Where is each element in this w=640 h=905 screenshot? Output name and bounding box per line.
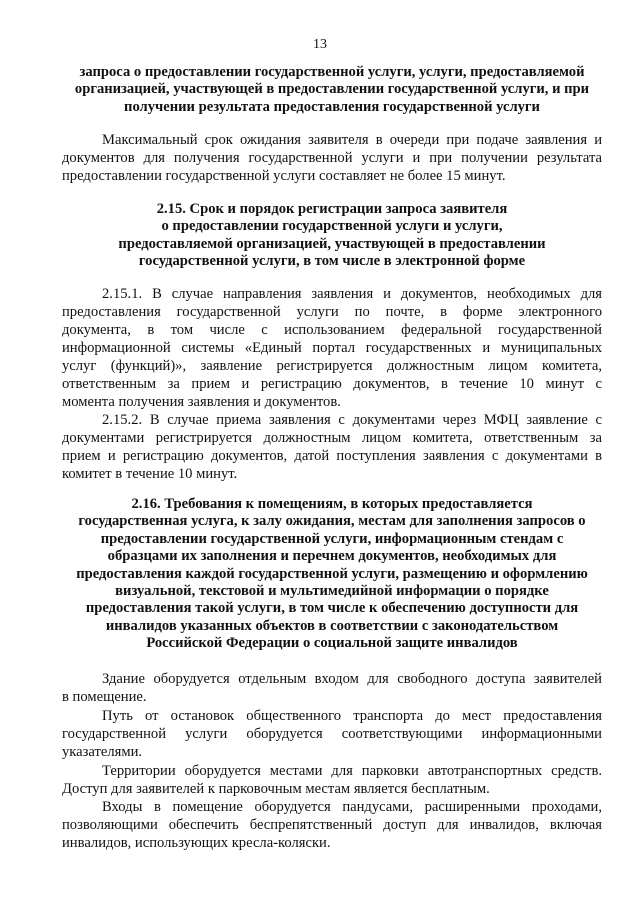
paragraph-line: инвалидов, использующих кресла-коляски. xyxy=(62,835,331,851)
section-heading-2-16 xyxy=(62,496,602,653)
heading-line: предоставления каждой государственной услуги, размещению и оформлению xyxy=(76,565,588,582)
heading-line: 2.16. Требования к помещениям, в которых предоставляется xyxy=(131,496,533,512)
heading-line: инвалидов указанных объектов в соответствии с законодательством xyxy=(105,617,559,634)
heading-line: визуальной, текстовой и мультимедийной информации о порядке xyxy=(115,583,549,600)
heading-line: Российской Федерации о социальной защите инвалидов xyxy=(146,635,518,652)
paragraph-line: информационной системы «Единый портал государственных и муниципальных xyxy=(62,340,602,356)
paragraph-line: Максимальный срок ожидания заявителя в очереди при подаче заявления и xyxy=(102,132,602,148)
paragraph-entrances-ramps xyxy=(62,798,602,852)
paragraph-line: ответственным за прием и регистрацию документов, в течение 10 минут с xyxy=(62,376,602,392)
heading-line: получении результата предоставления государственной услуги xyxy=(124,98,540,115)
paragraph-line: прием и регистрацию документов, датой поступления заявления с документами в xyxy=(62,448,602,464)
heading-line: государственная услуга, к залу ожидания, местам для заполнения запросов о xyxy=(78,513,586,530)
paragraph-line: предоставлении государственной услуги составляет не более 15 минут. xyxy=(62,168,506,184)
heading-line: 2.15. Срок и порядок регистрации запроса заявителя xyxy=(156,201,508,217)
paragraph-max-wait-time xyxy=(62,131,602,185)
paragraph-line: 2.15.1. В случае направления заявления и документов, необходимых для xyxy=(102,286,602,302)
heading-line: предоставления такой услуги, в том числе к обеспечению доступности для xyxy=(85,600,579,617)
page-number: 13 xyxy=(313,37,327,52)
paragraph-2-15-1 xyxy=(62,285,602,411)
paragraph-line: Путь от остановок общественного транспорта до мест предоставления xyxy=(102,708,602,724)
paragraph-line: указателями. xyxy=(62,744,143,760)
paragraph-line: 2.15.2. В случае приема заявления с документами через МФЦ заявление с xyxy=(102,412,602,428)
heading-line: предоставляемой организацией, участвующей в предоставлении xyxy=(118,235,546,252)
paragraph-line: комитет в течение 10 минут. xyxy=(62,466,238,482)
heading-line: государственной услуги, в том числе в электронной форме xyxy=(138,253,526,270)
section-heading-2-15 xyxy=(62,201,602,271)
heading-line: организацией, участвующей в предоставлении государственной услуги, и при xyxy=(74,81,590,98)
paragraph-building-entrance xyxy=(62,670,602,706)
paragraph-line: в помещение. xyxy=(62,689,147,705)
paragraph-line: документами регистрируется должностным лицом комитета, ответственным за xyxy=(62,430,602,446)
paragraph-line: документов для получения государственной услуги и при получении результата xyxy=(62,150,602,166)
paragraph-line: Входы в помещение оборудуется пандусами, расширенными проходами, xyxy=(102,799,602,815)
paragraph-line: Доступ для заявителей к парковочным местам является бесплатным. xyxy=(62,781,490,797)
heading-line: предоставлении государственной услуги, информационным стендам с xyxy=(100,530,564,547)
paragraph-line: предоставления государственной услуги по почте, в форме электронного xyxy=(62,304,602,320)
paragraph-line: документа, в том числе с использованием федеральной государственной xyxy=(62,322,602,338)
section-heading-continued xyxy=(62,64,602,116)
paragraph-line: Территории оборудуется местами для парковки автотранспортных средств. xyxy=(102,763,602,779)
heading-line: о предоставлении государственной услуги и услуги, xyxy=(161,218,503,235)
paragraph-line: позволяющими обеспечить беспрепятственный доступ для инвалидов, включая xyxy=(62,817,602,833)
paragraph-transport-path xyxy=(62,707,602,761)
paragraph-line: услуг (функций)», заявление регистрируется должностным лицом комитета, xyxy=(62,358,602,374)
paragraph-parking xyxy=(62,762,602,798)
paragraph-line: Здание оборудуется отдельным входом для свободного доступа заявителей xyxy=(102,671,602,687)
paragraph-line: государственной услуги оборудуется соответствующими информационными xyxy=(62,726,602,742)
heading-line: запроса о предоставлении государственной услуги, услуги, предоставляемой xyxy=(79,64,585,80)
heading-line: образцами их заполнения и перечнем документов, необходимых для xyxy=(107,548,557,565)
paragraph-2-15-2 xyxy=(62,411,602,483)
paragraph-line: момента получения заявления и документов. xyxy=(62,394,341,410)
